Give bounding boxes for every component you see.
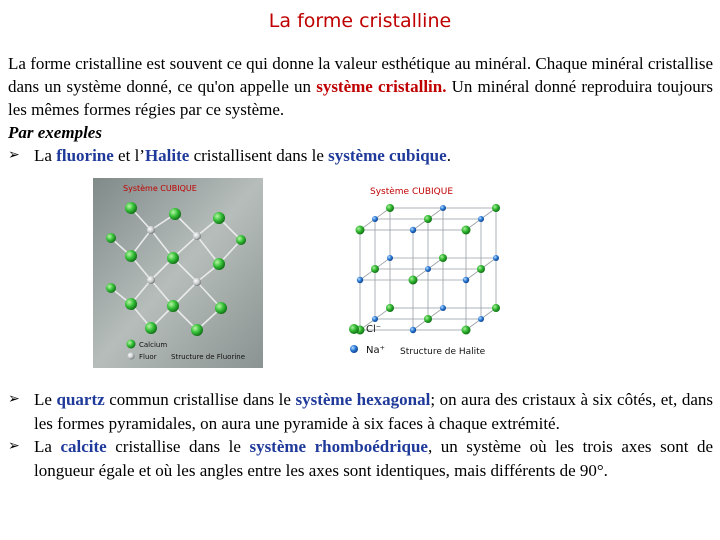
figure1-legend-fluor: Fluor — [139, 353, 157, 361]
text-run: La — [34, 146, 57, 165]
text-run: et l’ — [113, 146, 145, 165]
bullet-calcite — [8, 435, 713, 482]
term-halite: Halite — [144, 146, 190, 165]
bullet-text — [34, 388, 713, 435]
legend-na-dot — [350, 345, 358, 353]
term-calcite: calcite — [60, 437, 107, 456]
term-systeme-cubique: système cubique — [328, 146, 447, 165]
page-title: La forme cristalline — [268, 10, 452, 32]
figure2-caption: Structure de Halite — [400, 347, 486, 357]
text-run: , un système où les trois axes sont de longueur égale et où les angles entre les axes sont identiques, mais différents de 90°. — [34, 437, 714, 480]
bullet-text — [34, 435, 713, 482]
figure2-title: Système CUBIQUE — [370, 187, 454, 197]
term-fluorine: fluorine — [56, 146, 114, 165]
lower-text — [8, 388, 713, 482]
figure2-legend-cl: Cl⁻ — [366, 324, 382, 335]
text-run: . — [446, 146, 451, 165]
term-systeme-rhomboedrique: système rhomboédrique — [249, 437, 428, 456]
text-run: La forme cristalline est souvent ce qui donne la valeur esthétique au minéral. Chaque minéral cristallise dans un système donné, ce qu'on appelle un — [8, 54, 713, 96]
text-run: La — [34, 437, 61, 456]
arrow-bullet-icon: ➢ — [8, 438, 20, 454]
text-run: cristallisent dans le — [189, 146, 329, 165]
text-run: ; on aura des cristaux à six côtés, et, dans les formes pyramidales, on aura une pyramide à six faces à chaque extrémité. — [34, 390, 713, 433]
term-quartz: quartz — [56, 390, 105, 409]
text-run: commun cristallise dans le — [104, 390, 296, 409]
legend-calcium-dot — [127, 340, 136, 349]
figure2-legend-na: Na⁺ — [366, 345, 385, 356]
figure1-title: Système CUBIQUE — [123, 184, 197, 193]
fluorine-structure-image — [93, 178, 263, 368]
halite-structure-image — [342, 178, 522, 368]
term-systeme-cristallin: système cristallin. — [316, 77, 447, 96]
intro-text — [8, 52, 713, 167]
intro-paragraph — [8, 52, 713, 121]
figures-row — [0, 176, 720, 376]
figure1-legend-calcium: Calcium — [139, 341, 168, 349]
figure1-caption: Structure de Fluorine — [171, 353, 246, 361]
legend-cl-dot — [349, 324, 359, 334]
figure-background — [93, 178, 263, 368]
bullet-text — [34, 144, 713, 167]
bullet-fluorine-halite — [8, 144, 713, 167]
term-systeme-hexagonal: système hexagonal — [295, 390, 431, 409]
text-run: cristallise dans le — [106, 437, 250, 456]
legend-fluor-dot — [128, 353, 135, 360]
arrow-bullet-icon: ➢ — [8, 147, 20, 163]
text-run: Un minéral donné reproduira toujours les mêmes formes régies par ce système. — [8, 77, 714, 119]
arrow-bullet-icon: ➢ — [8, 391, 20, 407]
examples-heading: Par exemples — [8, 123, 102, 142]
text-run: Le — [34, 390, 57, 409]
bullet-quartz — [8, 388, 713, 435]
